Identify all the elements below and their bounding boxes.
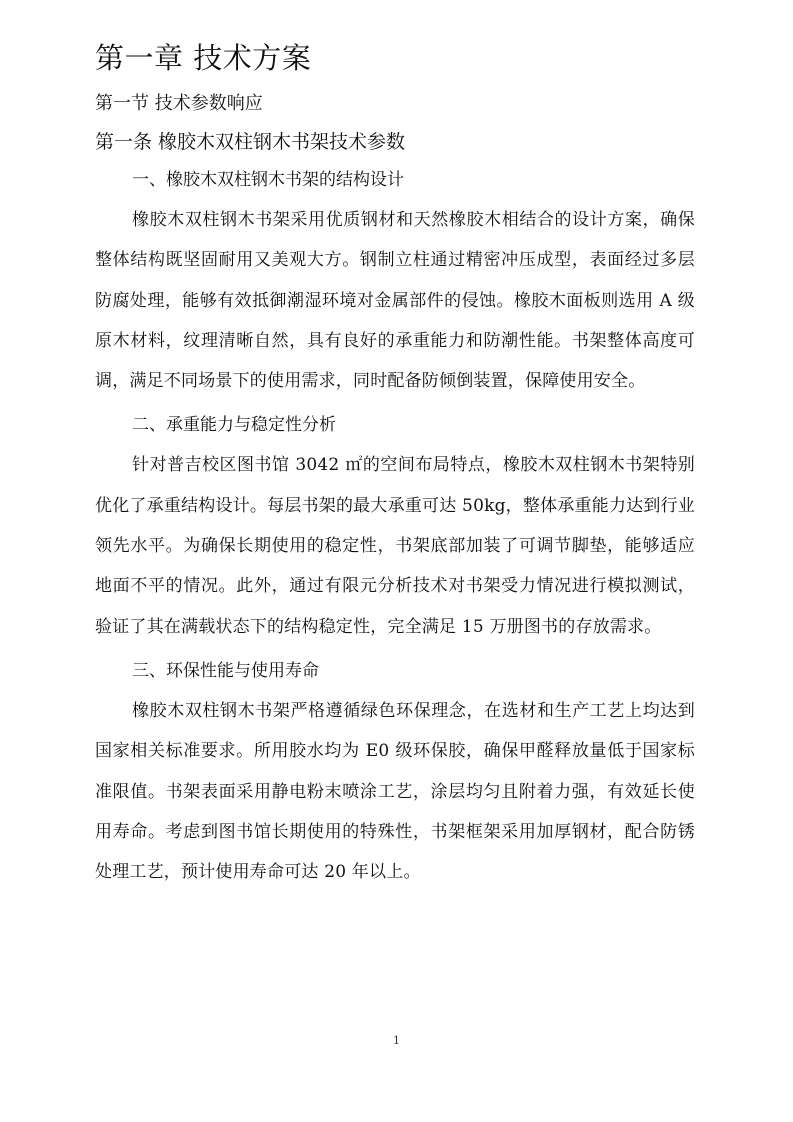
page-number: 1 [393,1034,400,1047]
chapter-title: 第一章 技术方案 [95,41,312,75]
paragraph-structure-design: 橡胶木双柱钢木书架采用优质钢材和天然橡胶木相结合的设计方案，确保整体结构既坚固耐用又美观大方。钢制立柱通过精密冲压成型，表面经过多层防腐处理，能够有效抵御潮湿环境对金属部件的侵蚀。橡胶木面板则选用 A 级原木材料，纹理清晰自然，具有良好的承重能力和防潮性能。书架整体高度可调，满足不同场景下的使用需求，同时配备防倾倒装置，保障使用安全。 [95,210,695,392]
article-title: 第一条 橡胶木双柱钢木书架技术参数 [95,131,406,153]
subheading-structure-design: 一、橡胶木双柱钢木书架的结构设计 [132,170,404,190]
document-content [95,36,695,892]
subheading-load-stability: 二、承重能力与稳定性分析 [132,415,336,436]
section-title: 第一节 技术参数响应 [95,93,263,114]
subheading-environmental-lifespan: 三、环保性能与使用寿命 [132,660,319,681]
paragraph-environmental-lifespan: 橡胶木双柱钢木书架严格遵循绿色环保理念，在选材和生产工艺上均达到国家相关标准要求。所用胶水均为 E0 级环保胶，确保甲醛释放量低于国家标准限值。书架表面采用静电粉末喷涂工艺，涂层均匀且附着力强，有效延长使用寿命。考虑到图书馆长期使用的特殊性，书架框架采用加厚钢材，配合防锈处理工艺，预计使用寿命可达 20 年以上。 [95,700,695,883]
paragraph-load-stability: 针对普吉校区图书馆 3042 ㎡的空间布局特点，橡胶木双柱钢木书架特别优化了承重结构设计。每层书架的最大承重可达 50kg，整体承重能力达到行业领先水平。为确保长期使用的稳定性，书架底部加装了可调节脚垫，能够适应地面不平的情况。此外，通过有限元分析技术对书架受力情况进行模拟测试，验证了其在满载状态下的结构稳定性，完全满足 15 万册图书的存放需求。 [95,455,695,637]
